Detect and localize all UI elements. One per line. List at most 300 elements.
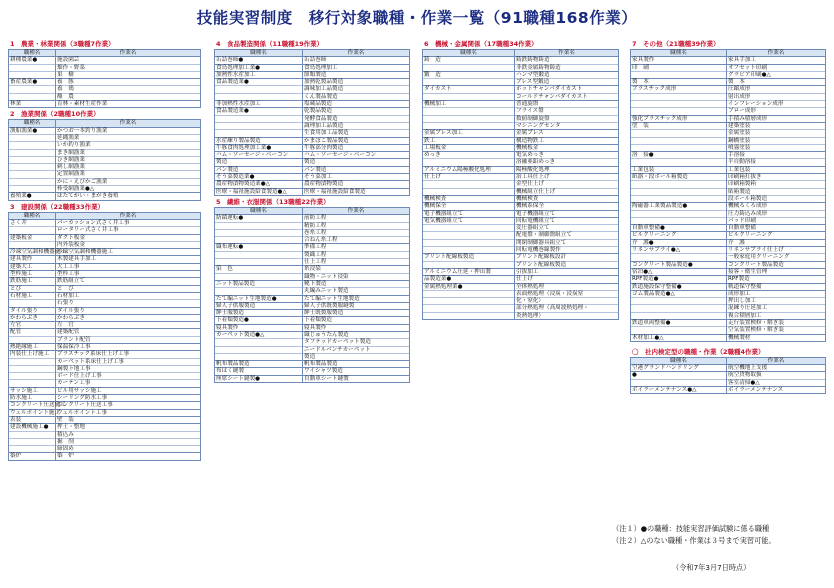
table-row xyxy=(9,351,201,358)
occupation-name: 鉄道車両整備● xyxy=(631,319,727,326)
table-row xyxy=(215,280,410,287)
occupation-name: ビルクリーニング xyxy=(631,232,727,239)
table-row xyxy=(9,409,201,416)
table-row xyxy=(9,416,201,423)
work-name: シーリング防水工事 xyxy=(56,395,201,402)
table-row xyxy=(423,122,619,129)
table-row xyxy=(215,368,410,375)
occupation-name: 金属熱処理業● xyxy=(423,283,515,290)
table-row xyxy=(9,193,201,200)
table-row xyxy=(631,312,826,319)
table-row xyxy=(631,290,826,297)
work-name: 医療・福祉施設給食製造 xyxy=(303,188,410,195)
occupation-name: 陶磁器工業製品製造● xyxy=(631,203,727,210)
occupation-name: 畜産農業● xyxy=(9,79,56,86)
table-row xyxy=(631,261,826,268)
occupation-name: 婦人子供服製造 xyxy=(215,302,303,309)
table-row xyxy=(423,210,619,217)
occupation-name: RPF製造● xyxy=(631,276,727,283)
table-row xyxy=(9,271,201,278)
occupation-name: 介 護● xyxy=(631,239,727,246)
table-row xyxy=(9,156,201,163)
table-row xyxy=(215,295,410,302)
table-header-row xyxy=(215,50,410,57)
work-name: 引抜加工 xyxy=(515,268,619,275)
occupation-name xyxy=(423,247,515,254)
table-row xyxy=(215,79,410,86)
work-name: 金属プレス xyxy=(515,130,619,137)
table-row xyxy=(631,372,826,379)
work-name: カーテン工事 xyxy=(56,380,201,387)
table-row xyxy=(631,79,826,86)
occupation-name xyxy=(423,64,515,71)
table-row xyxy=(631,108,826,115)
work-name: 牛豚部分肉製造 xyxy=(303,144,410,151)
table-row xyxy=(9,57,201,64)
table-row xyxy=(631,166,826,173)
table-row xyxy=(631,195,826,202)
occupation-name xyxy=(631,312,727,319)
occupation-name: 建築板金 xyxy=(9,234,56,241)
work-column-header: 作業名 xyxy=(515,50,619,57)
occupation-name xyxy=(9,71,56,78)
work-name: かに・えびかご漁業 xyxy=(56,178,201,185)
occupation-name xyxy=(9,241,56,248)
table-row xyxy=(9,86,201,93)
table-row xyxy=(423,108,619,115)
job-column-header: 職種名 xyxy=(215,50,303,57)
occupation-name: 機械保全 xyxy=(423,203,515,210)
occupation-name: 建設機械施工● xyxy=(9,424,56,431)
occupation-name: プラスチック成形 xyxy=(631,86,727,93)
note-2: （注２）△のない職種・作業は３号まで実習可能。 xyxy=(612,536,776,545)
work-name: マシニングセンタ xyxy=(515,122,619,129)
occupation-name: めっき xyxy=(423,152,515,159)
occupation-name xyxy=(631,159,727,166)
table-row xyxy=(9,256,201,263)
occupation-name: パン製造 xyxy=(215,166,303,173)
table-row xyxy=(9,285,201,292)
table-row xyxy=(631,247,826,254)
work-name: 鉄筋組立て xyxy=(56,278,201,285)
work-name: 果 樹 xyxy=(56,71,201,78)
work-name: 発酵食品製造 xyxy=(303,115,410,122)
table-header-row xyxy=(631,357,826,364)
occupation-name xyxy=(215,273,303,280)
occupation-name xyxy=(9,365,56,372)
table-row xyxy=(215,215,410,222)
section-heading: 3 建設関係（22職種33作業） xyxy=(10,202,105,211)
occupation-name xyxy=(423,312,515,319)
work-name: 軌道保守整備 xyxy=(727,283,826,290)
table-row xyxy=(631,217,826,224)
table-row xyxy=(631,64,826,71)
table-row xyxy=(631,232,826,239)
table-row xyxy=(631,57,826,64)
table-row xyxy=(215,317,410,324)
occupation-name xyxy=(9,178,56,185)
work-name: 靴下製造 xyxy=(303,280,410,287)
work-name: 一般家庭用クリーニング xyxy=(727,254,826,261)
table-row xyxy=(215,361,410,368)
occupation-name xyxy=(9,93,56,100)
work-name: ブロー成形 xyxy=(727,108,826,115)
work-name: ビル用サッシ施工 xyxy=(56,387,201,394)
table-row xyxy=(215,101,410,108)
work-name: 加熱乾製品製造 xyxy=(303,79,410,86)
occupation-name: 機械検査 xyxy=(423,195,515,202)
occupation-name: 耕種農業● xyxy=(9,57,56,64)
occupation-name xyxy=(631,379,727,386)
occupation-name: ● xyxy=(631,372,727,379)
table-row xyxy=(215,115,410,122)
work-column-header: 作業名 xyxy=(303,50,410,57)
occupation-name: 木材加工●△ xyxy=(631,334,727,341)
work-name: 航空貨物取扱 xyxy=(727,372,826,379)
work-name: 圧縮成形 xyxy=(727,86,826,93)
work-name: 缶詰巻締 xyxy=(303,57,410,64)
work-name: 食鳥処理加工 xyxy=(303,64,410,71)
category-column xyxy=(630,40,826,396)
table-row xyxy=(9,186,201,193)
occupation-name xyxy=(423,188,515,195)
table-row xyxy=(215,324,410,331)
occupation-name xyxy=(423,298,515,305)
occupation-name xyxy=(9,142,56,149)
occupation-name xyxy=(9,380,56,387)
occupation-name: 品製造業● xyxy=(423,276,515,283)
table-row xyxy=(215,229,410,236)
table-row xyxy=(631,115,826,122)
work-name: 工業包装 xyxy=(727,166,826,173)
table-row xyxy=(631,152,826,159)
occupation-table xyxy=(630,49,826,342)
occupation-name: 工場板金 xyxy=(423,144,515,151)
table-row xyxy=(9,127,201,134)
work-name: くん製品製造 xyxy=(303,93,410,100)
table-row xyxy=(9,171,201,178)
work-name: 航空機地上支援 xyxy=(727,365,826,372)
work-name: プラスチック系床仕上げ工事 xyxy=(56,351,201,358)
work-name: 冷凍空気調和機器施工 xyxy=(56,249,201,256)
work-name: 電子機器組立て xyxy=(515,210,619,217)
table-row xyxy=(631,365,826,372)
table-row xyxy=(9,365,201,372)
table-row xyxy=(215,346,410,353)
occupation-name xyxy=(215,130,303,137)
work-name: 混練り圧延加工 xyxy=(727,305,826,312)
table-row xyxy=(423,137,619,144)
table-row xyxy=(9,178,201,185)
occupation-name xyxy=(631,101,727,108)
occupation-name xyxy=(9,64,56,71)
table-row xyxy=(423,217,619,224)
table-row xyxy=(9,402,201,409)
work-name: ボード仕上げ工事 xyxy=(56,373,201,380)
table-row xyxy=(631,210,826,217)
work-name: 印刷箱製箱 xyxy=(727,181,826,188)
category-column xyxy=(8,40,201,463)
table-row xyxy=(423,261,619,268)
work-name: 育林・素材生産作業 xyxy=(56,101,201,108)
occupation-name xyxy=(9,149,56,156)
job-column-header: 職種名 xyxy=(9,212,56,219)
occupation-name xyxy=(215,122,303,129)
table-row xyxy=(423,195,619,202)
work-name: プレス型鍛造 xyxy=(515,79,619,86)
occupation-name xyxy=(423,79,515,86)
table-row xyxy=(423,247,619,254)
work-name: タフテッドカーペット製造 xyxy=(303,339,410,346)
work-name: 農産物漬物製造 xyxy=(303,181,410,188)
work-name: 介 護 xyxy=(727,239,826,246)
occupation-name: 帆布製品製造 xyxy=(215,361,303,368)
table-row xyxy=(423,144,619,151)
work-name: 圧力鋳込み成形 xyxy=(727,210,826,217)
work-name: 普通旋盤 xyxy=(515,101,619,108)
table-row xyxy=(423,71,619,78)
category-column xyxy=(214,40,410,385)
table-row xyxy=(215,288,410,295)
work-name: 婦人子供既製服縫製 xyxy=(303,302,410,309)
table-row xyxy=(631,137,826,144)
occupation-name xyxy=(631,108,727,115)
work-name: 家具手加工 xyxy=(727,57,826,64)
occupation-name: 工業包装 xyxy=(631,166,727,173)
work-name: 畑作・野菜 xyxy=(56,64,201,71)
table-row xyxy=(215,174,410,181)
occupation-name xyxy=(631,254,727,261)
work-name: 生食用加工品製造 xyxy=(303,130,410,137)
work-name: ボイラーメンテナンス xyxy=(727,387,826,394)
work-name: まき網漁業 xyxy=(56,149,201,156)
table-row xyxy=(631,86,826,93)
work-name: 巻糸工程 xyxy=(303,229,410,236)
occupation-name: 宿泊●△ xyxy=(631,268,727,275)
work-name: 構造物鉄工 xyxy=(515,137,619,144)
section-heading: 5 繊維・衣服関係（13職種22作業） xyxy=(216,197,330,206)
table-row xyxy=(631,203,826,210)
table-row xyxy=(215,251,410,258)
table-row xyxy=(423,305,619,312)
work-name: 左 官 xyxy=(56,322,201,329)
occupation-name: 強化プラスチック成形 xyxy=(631,115,727,122)
occupation-name xyxy=(9,300,56,307)
occupation-name xyxy=(9,164,56,171)
work-name: 仕上げ xyxy=(515,276,619,283)
work-name: 段ボール箱製造 xyxy=(727,195,826,202)
occupation-name: 鉄工 xyxy=(423,137,515,144)
work-name: 建築配管 xyxy=(56,329,201,336)
occupation-name: 仕上げ xyxy=(423,174,515,181)
occupation-name: かわらぶき xyxy=(9,314,56,321)
table-row xyxy=(215,86,410,93)
work-name: 型枠工事 xyxy=(56,271,201,278)
work-name: ひき網漁業 xyxy=(56,156,201,163)
table-row xyxy=(423,79,619,86)
table-row xyxy=(9,241,201,248)
work-name: 施設園芸 xyxy=(56,57,201,64)
occupation-name: 漁船漁業● xyxy=(9,127,56,134)
work-name: 数値制御旋盤 xyxy=(515,115,619,122)
section-heading: 〇 社内検定型の職種・作業（2職種4作業） xyxy=(632,347,765,356)
table-row xyxy=(9,278,201,285)
occupation-table xyxy=(8,49,201,108)
table-row xyxy=(215,152,410,159)
work-name: かわらぶき xyxy=(56,314,201,321)
occupation-name xyxy=(423,122,515,129)
work-name: 空気装置検修・解ぎ装 xyxy=(727,327,826,334)
work-name: リネンサプライ仕上げ xyxy=(727,247,826,254)
occupation-name: タイル張り xyxy=(9,307,56,314)
table-row xyxy=(631,298,826,305)
job-column-header: 職種名 xyxy=(631,357,727,364)
table-header-row xyxy=(9,120,201,127)
table-header-row xyxy=(423,50,619,57)
table-row xyxy=(9,219,201,226)
table-row xyxy=(423,268,619,275)
table-row xyxy=(9,234,201,241)
work-name: 全体熱処理 xyxy=(515,283,619,290)
work-name: 半自動溶接 xyxy=(727,159,826,166)
category-section xyxy=(422,40,619,320)
table-row xyxy=(9,431,201,438)
table-row xyxy=(631,93,826,100)
work-name: 仕上工程 xyxy=(303,259,410,266)
occupation-name: 製 本 xyxy=(631,79,727,86)
table-row xyxy=(9,343,201,350)
work-name: 機械製材 xyxy=(727,334,826,341)
occupation-name xyxy=(215,115,303,122)
table-row xyxy=(423,298,619,305)
table-row xyxy=(215,108,410,115)
work-name: 配電盤・制御盤組立て xyxy=(515,232,619,239)
work-name: インフレーション成形 xyxy=(727,101,826,108)
table-row xyxy=(423,312,619,319)
table-row xyxy=(9,164,201,171)
table-row xyxy=(9,358,201,365)
occupation-name xyxy=(215,346,303,353)
work-name: 部分熱処理（高周波熱処理・ xyxy=(515,305,619,312)
table-row xyxy=(631,387,826,394)
occupation-name xyxy=(9,227,56,234)
work-name: 乾製品製造 xyxy=(303,108,410,115)
occupation-name: ハム・ソーセージ・ベーコン xyxy=(215,152,303,159)
occupation-name: プリント配線板製造 xyxy=(423,254,515,261)
table-row xyxy=(631,122,826,129)
occupation-name: 冷凍空気調和機器施工 xyxy=(10,249,66,256)
table-header-row xyxy=(9,50,201,57)
work-name: 寝具製作 xyxy=(303,324,410,331)
table-row xyxy=(215,339,410,346)
table-row xyxy=(423,181,619,188)
work-name: グラビア印刷●△ xyxy=(727,71,826,78)
work-name: 掘 削 xyxy=(56,438,201,445)
page-title: 技能実習制度 移行対象職種・作業一覧（91職種168作業） xyxy=(196,9,638,27)
note-1: （注１）●の職種：技能実習評価試験に係る職種 xyxy=(612,524,770,533)
table-row xyxy=(9,64,201,71)
occupation-name xyxy=(9,134,56,141)
table-row xyxy=(631,188,826,195)
work-name: プリント配線板設計 xyxy=(515,254,619,261)
work-name: 印刷箱打抜き xyxy=(727,174,826,181)
section-heading: 4 食品製造関係（11職種19作業） xyxy=(216,40,324,48)
table-row xyxy=(9,380,201,387)
occupation-name xyxy=(631,210,727,217)
occupation-name: そう菜製造業● xyxy=(215,174,303,181)
occupation-name xyxy=(9,446,56,453)
work-name: 射出成形 xyxy=(727,93,826,100)
work-name: 接客・衛生管理 xyxy=(727,268,826,275)
work-name: 織物・ニット浸染 xyxy=(303,273,410,280)
occupation-name xyxy=(215,237,303,244)
occupation-name: 表装 xyxy=(9,416,56,423)
occupation-name xyxy=(631,137,727,144)
table-row xyxy=(9,263,201,270)
table-row xyxy=(631,225,826,232)
occupation-name: 型枠施工 xyxy=(9,271,56,278)
occupation-name xyxy=(631,298,727,305)
work-name: いか釣り漁業 xyxy=(56,142,201,149)
occupation-name: 座席シート縫製● xyxy=(215,375,303,382)
table-row xyxy=(9,424,201,431)
occupation-name: 食鳥処理加工業● xyxy=(215,64,303,71)
occupation-name xyxy=(423,261,515,268)
category-section xyxy=(630,348,826,394)
table-row xyxy=(215,266,410,273)
work-name: 表面熱処理（浸炭・浸炭窒 xyxy=(515,290,619,297)
work-name: 押出し加工 xyxy=(727,298,826,305)
occupation-name: ボイラーメンテナンス●△ xyxy=(631,387,727,394)
table-row xyxy=(631,181,826,188)
work-name: 製 本 xyxy=(727,79,826,86)
work-name: 自動車整備 xyxy=(727,225,826,232)
occupation-name: 家具製作 xyxy=(631,57,727,64)
table-row xyxy=(9,101,201,108)
table-row xyxy=(631,71,826,78)
table-row xyxy=(215,144,410,151)
occupation-name: アルミニウム陽極酸化処理 xyxy=(423,166,515,173)
work-name: 丸編みニット製造 xyxy=(303,288,410,295)
table-row xyxy=(631,276,826,283)
work-name: 内外装板金 xyxy=(56,241,201,248)
table-row xyxy=(215,188,410,195)
work-name: ロータリー式さく井工事 xyxy=(56,227,201,234)
occupation-name: 電気機器組立て xyxy=(423,217,515,224)
occupation-name: 印 刷 xyxy=(631,64,727,71)
work-name: RPF製造 xyxy=(727,276,826,283)
table-row xyxy=(215,181,410,188)
occupation-name xyxy=(631,71,727,78)
table-row xyxy=(631,379,826,386)
work-name: 刺し網漁業 xyxy=(56,164,201,171)
table-row xyxy=(9,79,201,86)
work-name: ホットチャンバダイカスト xyxy=(515,86,619,93)
occupation-table xyxy=(422,49,619,320)
category-section xyxy=(8,40,201,108)
table-row xyxy=(423,101,619,108)
occupation-name: 林業 xyxy=(9,101,56,108)
work-name: かつお一本釣り漁業 xyxy=(56,127,201,134)
work-name: 手積み積層成形 xyxy=(727,115,826,122)
occupation-name: サッシ施工 xyxy=(9,387,56,394)
work-name: コールドチャンバダイカスト xyxy=(515,93,619,100)
occupation-name xyxy=(9,431,56,438)
occupation-name xyxy=(215,251,303,258)
occupation-name: 食品製造業● xyxy=(215,108,303,115)
table-row xyxy=(9,227,201,234)
occupation-name xyxy=(215,353,303,360)
